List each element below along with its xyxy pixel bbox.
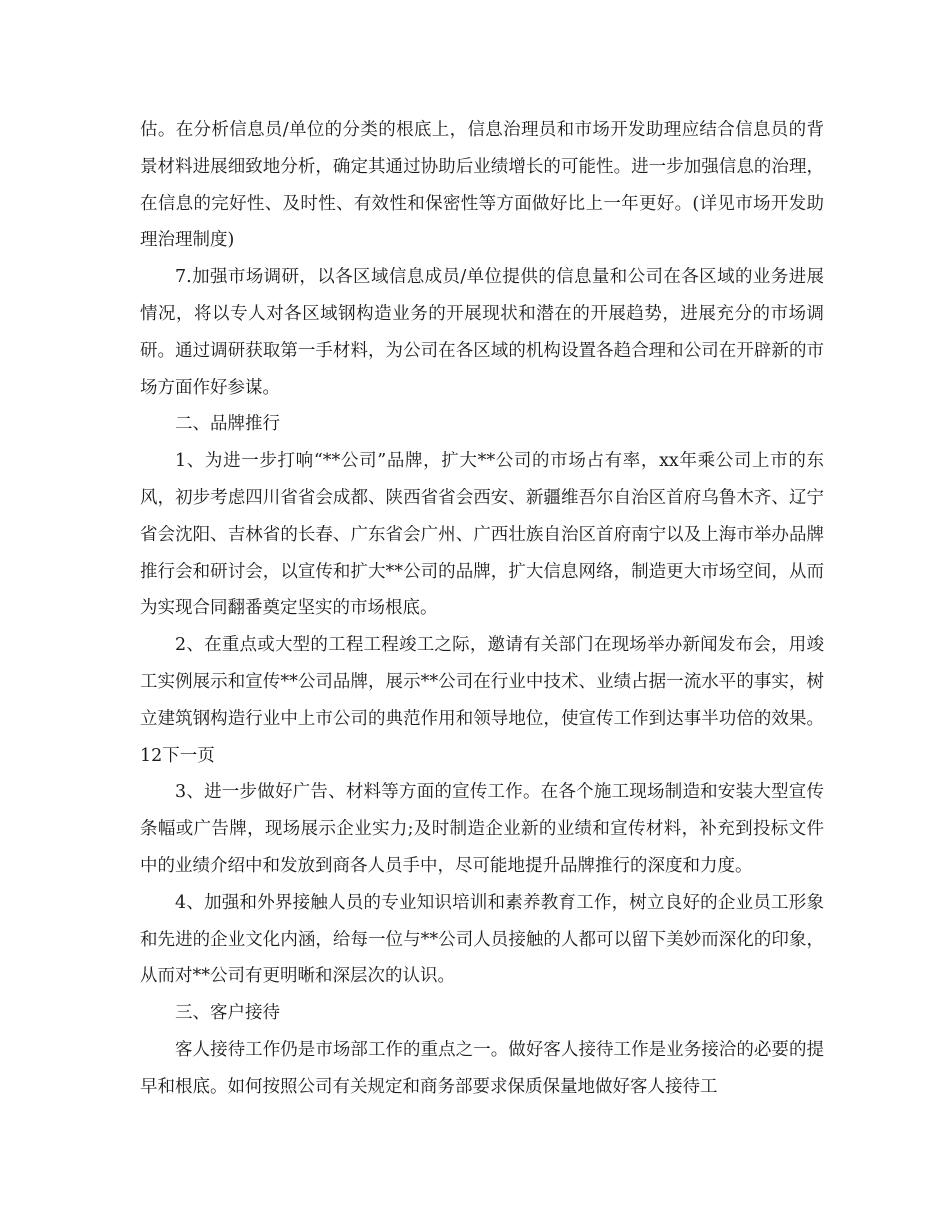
section-heading-customer-reception: 三、客户接待 — [175, 1003, 280, 1024]
paragraph-brand-item-4: 4、加强和外界接触人员的专业知识培训和素养教育工作，树立良好的企业员工形象和先进的企业文化内涵，给每一位与**公司人员接触的人都可以留下美妙而深化的印象，从而对**公司有更明晰和深层次的认识。 — [140, 892, 824, 987]
paragraph-continuation: 估。在分析信息员/单位的分类的根底上，信息治理员和市场开发助理应结合信息员的背景材料进展细致地分析，确定其通过协助后业绩增长的可能性。进一步加强信息的治理，在信息的完好性、及时性、有效性和保密性等方面做好比上一年更好。(详见市场开发助理治理制度) — [140, 120, 824, 251]
paragraph-market-research: 7.加强市场调研，以各区域信息成员/单位提供的信息量和公司在各区域的业务进展情况，将以专人对各区域钢构造业务的开展现状和潜在的开展趋势，进展充分的市场调研。通过调研获取第一手材料，为公司在各区域的机构设置各趋合理和公司在开辟新的市场方面作好参谋。 — [140, 267, 824, 398]
document-page — [140, 112, 824, 1106]
paragraph-brand-item-1: 1、为进一步打响“**公司”品牌，扩大**公司的市场占有率，xx年乘公司上市的东风，初步考虑四川省省会成都、陕西省省会西安、新疆维吾尔自治区首府乌鲁木齐、辽宁省会沈阳、吉林省的长春、广东省会广州、广西壮族自治区首府南宁以及上海市举办品牌推行会和研讨会，以宣传和扩大**公司的品牌，扩大信息网络，制造更大市场空间，从而为实现合同翻番奠定坚实的市场根底。 — [140, 451, 824, 619]
paragraph-brand-item-2: 2、在重点或大型的工程工程竣工之际，邀请有关部门在现场举办新闻发布会，用竣工实例展示和宣传**公司品牌，展示**公司在行业中技术、业绩占据一流水平的事实，树立建筑钢构造行业中上市公司的典范作用和领导地位，使宣传工作到达事半功倍的效果。12下一页 — [140, 635, 824, 766]
paragraph-customer-reception: 客人接待工作仍是市场部工作的重点之一。做好客人接待工作是业务接洽的必要的提早和根底。如何按照公司有关规定和商务部要求保质保量地做好客人接待工 — [140, 1039, 824, 1097]
paragraph-brand-item-3: 3、进一步做好广告、材料等方面的宣传工作。在各个施工现场制造和安装大型宣传条幅或广告牌，现场展示企业实力;及时制造企业新的业绩和宣传材料，补充到投标文件中的业绩介绍中和发放到商各人员手中，尽可能地提升品牌推行的深度和力度。 — [140, 782, 824, 876]
section-heading-brand-promotion: 二、品牌推行 — [175, 414, 280, 435]
